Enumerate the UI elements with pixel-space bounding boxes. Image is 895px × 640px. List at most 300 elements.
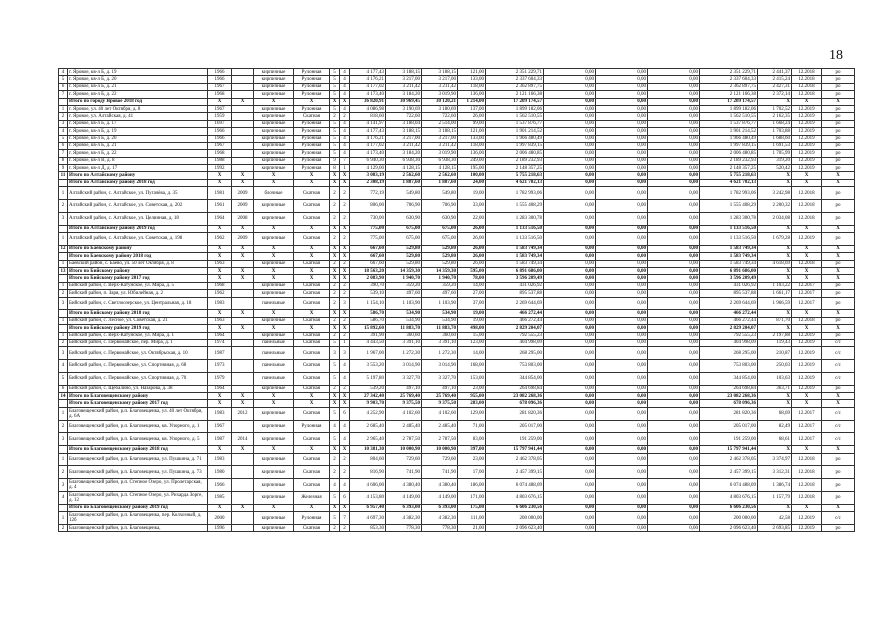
cell-residents: 17,00 <box>458 466 486 479</box>
cell-federal-funds: 0,00 <box>544 225 596 232</box>
cell-overhaul-year: X <box>232 225 254 232</box>
cell-unit-cost: 1 668,24 <box>758 120 792 127</box>
cell-commission-year: 1968 <box>208 282 232 289</box>
cell-deadline: X <box>792 325 822 332</box>
cell-roof-type: Скатная <box>294 332 330 339</box>
cell-wall-material: кирпичные <box>254 233 294 246</box>
cell-entrances: 4 <box>340 150 350 157</box>
cell-owner-funds: 1 583 749,34 <box>700 245 758 252</box>
cell-owner-funds: 205 017,00 <box>700 420 758 433</box>
cell-address: г. Яровое, ул. Алтайская, д. 41 <box>68 113 208 120</box>
cell-owner-funds: 466 272,44 <box>700 317 758 324</box>
cell-floors: X <box>330 253 340 260</box>
cell-federal-funds: 0,00 <box>544 105 596 112</box>
cell-row-number: 11 <box>59 172 68 179</box>
cell-federal-funds: 0,00 <box>544 466 596 479</box>
cell-overhaul-year: 2008 <box>232 212 254 225</box>
cell-federal-funds: 0,00 <box>544 393 596 400</box>
cell-total-cost: 404 998,09 <box>486 339 544 346</box>
cell-overhaul-year <box>232 297 254 310</box>
cell-municipal-funds: 0,00 <box>648 69 700 76</box>
cell-residential-area: 4 128,15 <box>422 165 458 172</box>
cell-municipal-funds: 0,00 <box>648 297 700 310</box>
total-row <box>59 245 855 252</box>
cell-overhaul-year <box>232 466 254 479</box>
cell-floors: 2 <box>330 525 340 532</box>
cell-floors: 8 <box>330 165 340 172</box>
cell-floors: 2 <box>330 290 340 297</box>
cell-fund-type: ро <box>822 113 855 120</box>
cell-fund-type: ро <box>822 479 855 492</box>
cell-total-area: 667,60 <box>350 253 386 260</box>
cell-total-cost: 1 899 182,06 <box>486 105 544 112</box>
cell-unit-cost: 3 374,97 <box>758 453 792 466</box>
cell-living-area: 529,80 <box>386 260 422 267</box>
cell-residential-area: 675,00 <box>422 233 458 246</box>
cell-total-cost: 4 803 676,15 <box>486 492 544 505</box>
cell-residential-area: 6 938,30 <box>422 157 458 164</box>
cell-total-area: 6 940,30 <box>350 157 386 164</box>
cell-living-area: 3 188,15 <box>386 69 422 76</box>
cell-commission-year: 1974 <box>208 339 232 346</box>
cell-overhaul-year <box>232 347 254 360</box>
cell-unit-cost: 1 703,88 <box>758 128 792 135</box>
cell-address: г. Яровое, кв-л Б, д. 17 <box>68 120 208 127</box>
cell-living-area: 3 188,15 <box>386 128 422 135</box>
cell-total-cost: 6 891 686,00 <box>486 268 544 275</box>
cell-total-area: 2 083,90 <box>350 275 386 282</box>
cell-residential-area: 4 102,60 <box>422 407 458 420</box>
cell-fund-type: ро <box>822 290 855 297</box>
cell-municipal-funds: 0,00 <box>648 317 700 324</box>
cell-entrances: X <box>340 245 350 252</box>
cell-residential-area: 11 883,70 <box>422 325 458 332</box>
cell-living-area: 1 887,60 <box>386 179 422 186</box>
cell-federal-funds: 0,00 <box>544 420 596 433</box>
cell-wall-material: панельные <box>254 297 294 310</box>
cell-fund-type: X <box>822 253 855 260</box>
cell-total-area: 27 342,40 <box>350 393 386 400</box>
cell-fund-type: X <box>822 310 855 317</box>
cell-total-area: 853,30 <box>350 525 386 532</box>
cell-address: Алтайский район, с. Алтайское, ул. Пугачёва, д. 35 <box>68 187 208 200</box>
cell-commission-year: 1962 <box>208 233 232 246</box>
cell-commission-year: 1968 <box>208 150 232 157</box>
cell-federal-funds: 0,00 <box>544 385 596 392</box>
cell-row-number: 2 <box>59 290 68 297</box>
cell-total-area: 4 252,90 <box>350 407 386 420</box>
cell-row-number: 3 <box>59 297 68 310</box>
cell-row-number: 5 <box>59 76 68 83</box>
cell-municipal-funds: 0,00 <box>648 420 700 433</box>
cell-deadline: 12.2017 <box>792 433 822 446</box>
cell-total-area: 818,60 <box>350 113 386 120</box>
cell-overhaul-year: X <box>232 172 254 179</box>
cell-entrances: X <box>340 172 350 179</box>
cell-entrances: X <box>340 400 350 407</box>
cell-address: г. Яровое, кв-л Д, д. 17 <box>68 165 208 172</box>
cell-deadline: 12.2017 <box>792 290 822 297</box>
cell-living-area: 359,20 <box>386 282 422 289</box>
cell-row-number <box>59 179 68 186</box>
cell-regional-funds: 0,00 <box>596 268 648 275</box>
cell-floors: 5 <box>330 69 340 76</box>
cell-residential-area: 2 562,60 <box>422 172 458 179</box>
cell-address: Итого по городу Яровое 2018 год <box>68 98 208 105</box>
cell-fund-type: с/с <box>822 512 855 525</box>
cell-federal-funds: 0,00 <box>544 317 596 324</box>
cell-commission-year: 1963 <box>208 317 232 324</box>
cell-total-cost: 2 269 644,69 <box>486 297 544 310</box>
cell-residential-area: 529,80 <box>422 260 458 267</box>
cell-wall-material: кирпичные <box>254 479 294 492</box>
cell-unit-cost: 1 702,52 <box>758 105 792 112</box>
cell-floors: 2 <box>330 260 340 267</box>
cell-municipal-funds: 0,00 <box>648 135 700 142</box>
cell-owner-funds: 2 148 357,25 <box>700 165 758 172</box>
cell-overhaul-year <box>232 260 254 267</box>
cell-row-number: 1 <box>59 233 68 246</box>
cell-owner-funds: 1 901 214,52 <box>700 128 758 135</box>
table-body <box>59 69 855 532</box>
total-row <box>59 275 855 282</box>
cell-floors: X <box>330 179 340 186</box>
cell-residential-area: 10 000,90 <box>422 446 458 453</box>
cell-commission-year: X <box>208 393 232 400</box>
cell-floors: 5 <box>330 339 340 346</box>
cell-owner-funds: 2 337 604,33 <box>700 76 758 83</box>
cell-roof-type: X <box>294 393 330 400</box>
cell-deadline: X <box>792 245 822 252</box>
cell-total-cost: 5 755 218,63 <box>486 172 544 179</box>
cell-overhaul-year <box>232 135 254 142</box>
cell-row-number: 2 <box>59 339 68 346</box>
cell-federal-funds: 0,00 <box>544 91 596 98</box>
cell-living-area: 4 382,30 <box>386 512 422 525</box>
cell-deadline: 12.2017 <box>792 282 822 289</box>
cell-overhaul-year <box>232 525 254 532</box>
cell-address: Итого по Бийскому району 2018 год <box>68 310 208 317</box>
cell-roof-type: Рулонная <box>294 142 330 149</box>
cell-entrances: X <box>340 98 350 105</box>
table-row <box>59 479 855 492</box>
cell-federal-funds: 0,00 <box>544 187 596 200</box>
cell-living-area: 30 969,45 <box>386 98 422 105</box>
cell-wall-material: панельные <box>254 347 294 360</box>
cell-residents: 121,00 <box>458 128 486 135</box>
cell-federal-funds: 0,00 <box>544 268 596 275</box>
table-row <box>59 525 855 532</box>
cell-residents: 19,00 <box>458 317 486 324</box>
cell-total-area: 4 086,98 <box>350 105 386 112</box>
cell-owner-funds: 1 782 993,06 <box>700 187 758 200</box>
cell-unit-cost: X <box>758 179 792 186</box>
cell-row-number: 2 <box>59 113 68 120</box>
cell-total-cost: 191 259,00 <box>486 433 544 446</box>
table-row <box>59 347 855 360</box>
cell-owner-funds: 1 537 876,77 <box>700 120 758 127</box>
cell-total-area: 4 129,00 <box>350 165 386 172</box>
cell-roof-type: Железная <box>294 492 330 505</box>
table-row <box>59 297 855 310</box>
cell-residents: 26,00 <box>458 253 486 260</box>
cell-total-cost: 3 596 209,49 <box>486 275 544 282</box>
cell-living-area: 497,60 <box>386 290 422 297</box>
cell-deadline: 12.2018 <box>792 200 822 213</box>
cell-total-area: 667,60 <box>350 245 386 252</box>
cell-deadline: 12.2019 <box>792 150 822 157</box>
cell-residents: 168,00 <box>458 360 486 373</box>
cell-unit-cost: 1 691,53 <box>758 142 792 149</box>
cell-address: Алтайский район, с. Алтайское, ул. Советская, д. 202 <box>68 200 208 213</box>
cell-row-number: 2 <box>59 420 68 433</box>
cell-municipal-funds: 0,00 <box>648 200 700 213</box>
cell-entrances: X <box>340 268 350 275</box>
cell-overhaul-year <box>232 453 254 466</box>
cell-entrances: 2 <box>340 290 350 297</box>
cell-address: г. Яровое, кв-л Б, д. 21 <box>68 83 208 90</box>
cell-entrances: 6 <box>340 492 350 505</box>
cell-owner-funds: 268 295,00 <box>700 347 758 360</box>
cell-total-cost: 23 082 268,36 <box>486 393 544 400</box>
cell-residential-area: 6 393,00 <box>422 504 458 511</box>
cell-row-number: 5 <box>59 135 68 142</box>
cell-roof-type: Скатная <box>294 385 330 392</box>
cell-wall-material: кирпичные <box>254 260 294 267</box>
cell-residential-area: 534,90 <box>422 317 458 324</box>
cell-residents: 111,00 <box>458 512 486 525</box>
cell-wall-material: кирпичные <box>254 83 294 90</box>
cell-entrances: 4 <box>340 360 350 373</box>
cell-total-cost: 678 096,36 <box>486 400 544 407</box>
cell-municipal-funds: 0,00 <box>648 245 700 252</box>
cell-fund-type: X <box>822 172 855 179</box>
cell-row-number: 1 <box>59 260 68 267</box>
cell-deadline: X <box>792 225 822 232</box>
cell-residential-area: 3 188,15 <box>422 69 458 76</box>
cell-address: Бийский район, с. Лесное, ул. Советская, д. 21 <box>68 317 208 324</box>
cell-residents: 129,00 <box>458 407 486 420</box>
cell-living-area: 11 883,70 <box>386 325 422 332</box>
cell-commission-year: 1967 <box>208 83 232 90</box>
cell-commission-year: 1985 <box>208 492 232 505</box>
cell-regional-funds: 0,00 <box>596 433 648 446</box>
cell-residents: 26,00 <box>458 245 486 252</box>
cell-owner-funds: 2 006 480,85 <box>700 150 758 157</box>
cell-municipal-funds: 0,00 <box>648 172 700 179</box>
cell-wall-material: кирпичные <box>254 128 294 135</box>
cell-overhaul-year: 2009 <box>232 187 254 200</box>
table-row <box>59 339 855 346</box>
cell-overhaul-year <box>232 91 254 98</box>
cell-municipal-funds: 0,00 <box>648 360 700 373</box>
cell-row-number: 6 <box>59 83 68 90</box>
cell-deadline: 12.2017 <box>792 297 822 310</box>
cell-row-number: 7 <box>59 91 68 98</box>
cell-residential-area: 3 014,90 <box>422 360 458 373</box>
cell-roof-type: Скатная <box>294 233 330 246</box>
cell-entrances: 4 <box>340 420 350 433</box>
cell-unit-cost: 2 693,85 <box>758 525 792 532</box>
cell-commission-year: 1964 <box>208 332 232 339</box>
cell-municipal-funds: 0,00 <box>648 76 700 83</box>
cell-living-area: 2 787,50 <box>386 433 422 446</box>
cell-living-area: 3 217,00 <box>386 135 422 142</box>
cell-regional-funds: 0,00 <box>596 492 648 505</box>
cell-federal-funds: 0,00 <box>544 332 596 339</box>
cell-address: Благовещенский район, р.п. Благовещенка, <box>68 525 208 532</box>
cell-address: Бийский район, с. Верх-Катунское, ул. Мира, д. 5 <box>68 282 208 289</box>
cell-floors: 2 <box>330 453 340 466</box>
cell-residential-area: 3 211,42 <box>422 83 458 90</box>
cell-living-area: 6 393,00 <box>386 504 422 511</box>
cell-unit-cost: X <box>758 225 792 232</box>
cell-residential-area: 14 359,30 <box>422 268 458 275</box>
cell-roof-type: Скатная <box>294 113 330 120</box>
cell-total-cost: 466 272,44 <box>486 317 544 324</box>
cell-total-area: 36 820,91 <box>350 98 386 105</box>
cell-address: Алтайский район, с. Алтайское, ул. Целинная, д. 18 <box>68 212 208 225</box>
total-row <box>59 504 855 511</box>
cell-address: Баевский район, с. Баево, ул. 50 лет Октября, д. 8 <box>68 260 208 267</box>
cell-regional-funds: 0,00 <box>596 282 648 289</box>
cell-commission-year: 1966 <box>208 69 232 76</box>
cell-floors: 5 <box>330 407 340 420</box>
cell-owner-funds: 678 096,36 <box>700 400 758 407</box>
cell-row-number: 6 <box>59 142 68 149</box>
cell-fund-type: X <box>822 275 855 282</box>
cell-address: Благовещенский район, р.п. Благовещенка, ул. 40 лет Октября, д. 6А <box>68 407 208 420</box>
cell-roof-type: X <box>294 275 330 282</box>
cell-municipal-funds: 0,00 <box>648 385 700 392</box>
cell-row-number: 4 <box>59 360 68 373</box>
cell-total-area: 4 177,43 <box>350 128 386 135</box>
cell-total-area: 586,70 <box>350 310 386 317</box>
cell-municipal-funds: 0,00 <box>648 310 700 317</box>
cell-wall-material: кирпичные <box>254 105 294 112</box>
cell-wall-material: кирпичные <box>254 433 294 446</box>
cell-total-area: 2 965,40 <box>350 433 386 446</box>
cell-roof-type: X <box>294 172 330 179</box>
cell-federal-funds: 0,00 <box>544 253 596 260</box>
cell-commission-year: 1964 <box>208 385 232 392</box>
cell-regional-funds: 0,00 <box>596 297 648 310</box>
cell-wall-material: кирпичные <box>254 76 294 83</box>
cell-residential-area: 2 514,00 <box>422 120 458 127</box>
cell-total-area: 3 083,19 <box>350 172 386 179</box>
cell-commission-year: 1966 <box>208 76 232 83</box>
cell-roof-type: Рулонная <box>294 69 330 76</box>
cell-roof-type: Скатная <box>294 372 330 385</box>
total-row <box>59 253 855 260</box>
cell-commission-year: 1983 <box>208 297 232 310</box>
cell-floors: X <box>330 325 340 332</box>
cell-commission-year: X <box>208 268 232 275</box>
cell-total-cost: 1 537 876,77 <box>486 120 544 127</box>
cell-address: Итого по Благовещенскому району 2017 год <box>68 400 208 407</box>
cell-fund-type: ро <box>822 165 855 172</box>
cell-entrances: 4 <box>340 120 350 127</box>
cell-municipal-funds: 0,00 <box>648 504 700 511</box>
cell-wall-material: кирпичные <box>254 142 294 149</box>
cell-total-cost: 2 351 229,71 <box>486 69 544 76</box>
cell-owner-funds: 792 555,23 <box>700 332 758 339</box>
cell-entrances: 4 <box>340 83 350 90</box>
cell-overhaul-year <box>232 372 254 385</box>
cell-floors: 5 <box>330 76 340 83</box>
cell-deadline: X <box>792 268 822 275</box>
cell-fund-type: ро <box>822 212 855 225</box>
cell-wall-material: кирпичные <box>254 157 294 164</box>
cell-residential-area: 729,60 <box>422 453 458 466</box>
cell-total-cost: 2 148 357,25 <box>486 165 544 172</box>
cell-residential-area: 4 382,30 <box>422 512 458 525</box>
cell-commission-year: X <box>208 172 232 179</box>
cell-overhaul-year <box>232 339 254 346</box>
cell-total-cost: 1 782 993,06 <box>486 187 544 200</box>
cell-deadline: 12.2018 <box>792 187 822 200</box>
cell-fund-type: ро <box>822 332 855 339</box>
cell-floors: X <box>330 225 340 232</box>
cell-commission-year: X <box>208 225 232 232</box>
cell-entrances: X <box>340 504 350 511</box>
cell-fund-type: X <box>822 504 855 511</box>
cell-entrances: 1 <box>340 339 350 346</box>
cell-deadline: 12.2019 <box>792 372 822 385</box>
cell-regional-funds: 0,00 <box>596 339 648 346</box>
table-row <box>59 165 855 172</box>
cell-commission-year: 1962 <box>208 290 232 297</box>
cell-owner-funds: 1 899 182,06 <box>700 105 758 112</box>
cell-residential-area: 359,20 <box>422 282 458 289</box>
cell-commission-year: X <box>208 446 232 453</box>
cell-municipal-funds: 0,00 <box>648 233 700 246</box>
cell-federal-funds: 0,00 <box>544 83 596 90</box>
cell-entrances: 2 <box>340 453 350 466</box>
table-row <box>59 120 855 127</box>
cell-living-area: 1 272,30 <box>386 347 422 360</box>
cell-deadline: X <box>792 98 822 105</box>
cell-municipal-funds: 0,00 <box>648 253 700 260</box>
cell-roof-type: Скатная <box>294 317 330 324</box>
cell-roof-type: Скатная <box>294 297 330 310</box>
cell-commission-year: 1988 <box>208 157 232 164</box>
cell-total-area: 730,00 <box>350 212 386 225</box>
cell-regional-funds: 0,00 <box>596 212 648 225</box>
cell-deadline: 12.2019 <box>792 332 822 339</box>
cell-total-area: 10 381,30 <box>350 446 386 453</box>
cell-residential-area: 2 787,50 <box>422 433 458 446</box>
cell-commission-year: 1983 <box>208 407 232 420</box>
cell-overhaul-year: X <box>232 325 254 332</box>
cell-roof-type: X <box>294 446 330 453</box>
cell-overhaul-year: X <box>232 275 254 282</box>
cell-owner-funds: 2 269 644,69 <box>700 297 758 310</box>
cell-municipal-funds: 0,00 <box>648 225 700 232</box>
cell-unit-cost: 250,03 <box>758 360 792 373</box>
cell-residents: 175,00 <box>458 504 486 511</box>
total-row <box>59 446 855 453</box>
cell-floors: 5 <box>330 128 340 135</box>
cell-total-area: 390,70 <box>350 282 386 289</box>
cell-regional-funds: 0,00 <box>596 233 648 246</box>
cell-entrances: 2 <box>340 466 350 479</box>
cell-commission-year: 1996 <box>208 525 232 532</box>
cell-residents: 26,00 <box>458 113 486 120</box>
cell-deadline: 12.2018 <box>792 453 822 466</box>
cell-deadline: 12.2019 <box>792 157 822 164</box>
cell-floors: 2 <box>330 317 340 324</box>
